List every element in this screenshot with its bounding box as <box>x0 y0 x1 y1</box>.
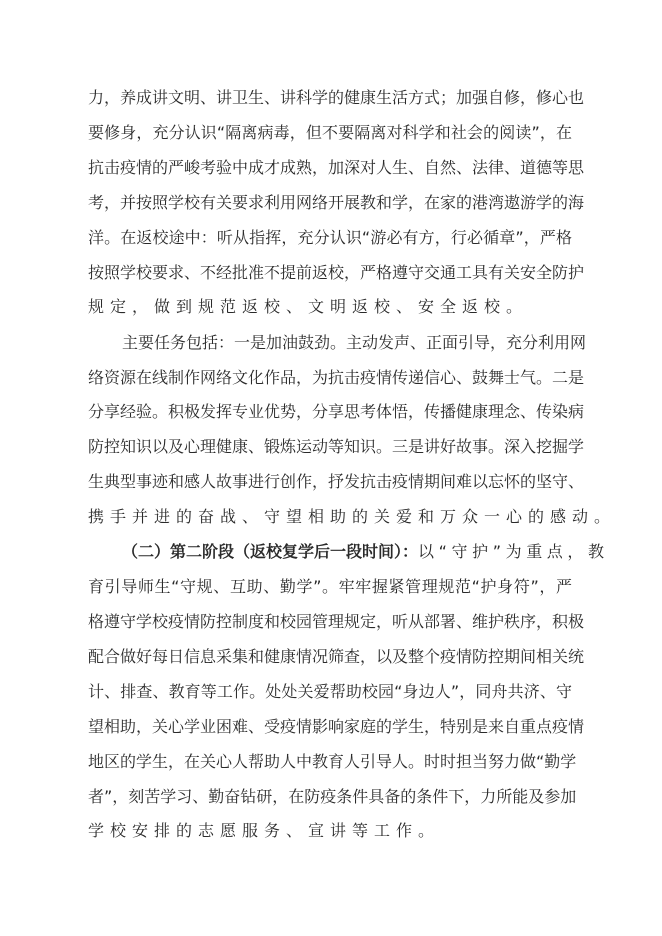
text-line: 学校安排的志愿服务、宣讲等工作。 <box>88 821 441 840</box>
text-line: 生典型事迹和感人故事进行创作，抒发抗击疫情期间难以忘怀的坚守、 <box>88 472 585 491</box>
text-line: 地区的学生，在关心人帮助人中教育人引导人。时时担当努力做“勤学 <box>88 752 577 771</box>
text-line: 按照学校要求、不经批准不提前返校，严格遵守交通工具有关安全防护 <box>88 263 585 282</box>
text-line: 洋。在返校途中：听从指挥，充分认识“游必有方，行必循章”，严格 <box>88 228 572 247</box>
text-line: 配合做好每日信息采集和健康情况筛查，以及整个疫情防控期间相关统 <box>88 647 585 666</box>
text-line: 防控知识以及心理健康、锻炼运动等知识。三是讲好故事。深入挖掘学 <box>88 437 585 456</box>
text-line: 考，并按照学校有关要求利用网络开展教和学，在家的港湾遨游学的海 <box>88 193 585 212</box>
text-line: 主要任务包括：一是加油鼓劲。主动发声、正面引导，充分利用网 <box>122 333 587 352</box>
text-line: 要修身，充分认识“隔离病毒，但不要隔离对科学和社会的阅读”，在 <box>88 123 572 142</box>
section-heading: （二）第二阶段（返校复学后一段时间）： <box>122 542 419 561</box>
text-line: 望相助，关心学业困难、受疫情影响家庭的学生，特别是来自重点疫情 <box>88 717 585 736</box>
text-line: 络资源在线制作网络文化作品，为抗击疫情传递信心、鼓舞士气。二是 <box>88 368 585 387</box>
text-line: 规定，做到规范返校、文明返校、安全返校。 <box>88 297 529 316</box>
text-line: 者”，刻苦学习、勤奋钻研，在防疫条件具备的条件下，力所能及参加 <box>88 787 577 806</box>
text-line: 格遵守学校疫情防控制度和校园管理规定，听从部署、维护秩序，积极 <box>88 612 585 631</box>
text-line: 计、排查、教育等工作。处处关爱帮助校园“身边人”，同舟共济、守 <box>88 682 572 701</box>
text-line: 分享经验。积极发挥专业优势，分享思考体悟，传播健康理念、传染病 <box>88 402 585 421</box>
text-line: 力，养成讲文明、讲卫生、讲科学的健康生活方式；加强自修，修心也 <box>88 88 585 107</box>
text-line <box>122 542 609 562</box>
text-line: 携手并进的奋战、守望相助的关爱和万众一心的感动。 <box>88 507 617 526</box>
text-span: 以“守护”为重点，教 <box>418 542 609 561</box>
text-line: 抗击疫情的严峻考验中成才成熟，加深对人生、自然、法律、道德等思 <box>88 158 585 177</box>
text-line: 育引导师生“守规、互助、勤学”。牢牢握紧管理规范“护身符”，严 <box>88 577 572 596</box>
